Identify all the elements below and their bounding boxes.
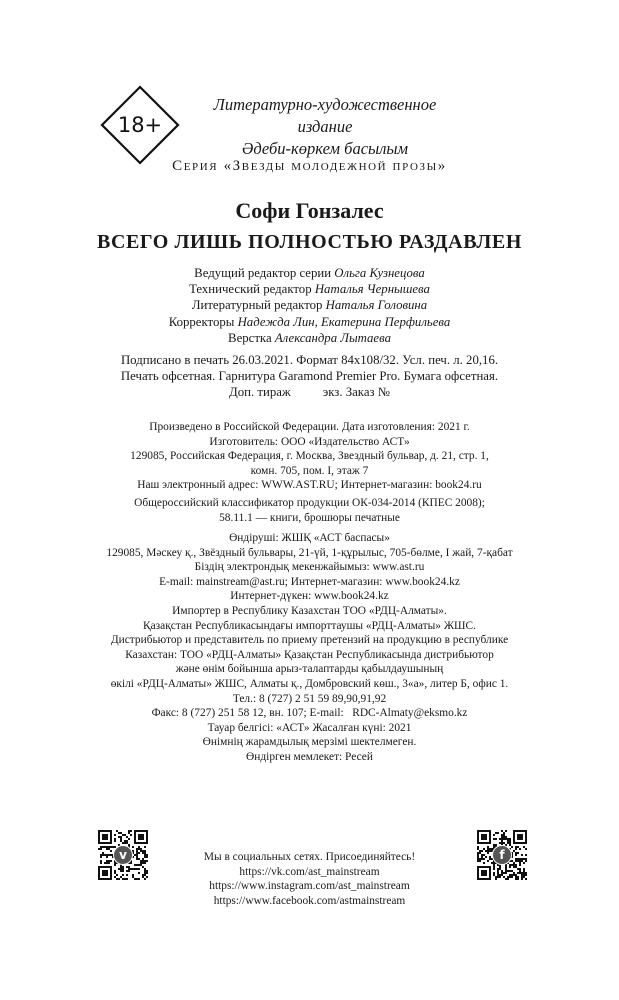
kz-line: Өнімнің жарамдылық мерзімі шектелмеген.	[202, 736, 417, 749]
book-author: Софи Гонзалес	[235, 198, 384, 223]
editorial-credits	[0, 265, 619, 346]
print-info	[0, 352, 619, 401]
kz-line: 129085, Мәскеу қ., Звёздный бульвары, 21-үй, 1-құрылыс, 705-бөлме, I жай, 7-қабат	[106, 546, 513, 559]
production-line: Произведено в Российской Федерации. Дата изготовления: 2021 г.	[149, 421, 470, 433]
print-info-line: Подписано в печать 26.03.2021. Формат 84x108/32. Усл. печ. л. 20,16.	[120, 353, 499, 367]
kz-line: Казахстан: ТОО «РДЦ-Алматы» Қазақстан Республикасында дистрибьютор	[125, 648, 494, 661]
classifier-line: 58.11.1 — книги, брошюры печатные	[219, 511, 400, 524]
kz-line: Тел.: 8 (727) 2 51 59 89,90,91,92	[232, 692, 387, 705]
production-line: Наш электронный адрес: WWW.AST.RU; Интернет-магазин: book24.ru	[137, 479, 482, 492]
kz-line: Өндіруші: ЖШҚ «АСТ баспасы»	[229, 532, 390, 544]
credit-line: Литературный редактор Наталья Головина	[191, 298, 428, 313]
kz-line: Дистрибьютор и представитель по приему претензий на продукцию в республике	[110, 634, 509, 647]
book-title: ВСЕГО ЛИШЬ ПОЛНОСТЬЮ РАЗДАВЛЕН	[97, 231, 522, 253]
production-line: 129085, Российская Федерация, г. Москва, Звездный бульвар, д. 21, стр. 1,	[130, 450, 489, 463]
kz-line: Импортер в Республику Казахстан ТОО «РДЦ-Алматы».	[172, 604, 447, 617]
edition-line-ru: Литературно-художественное издание	[213, 95, 437, 136]
kz-line: Факс: 8 (727) 251 58 12, вн. 107; E-mail: RDC-Almaty@eksmo.kz	[151, 707, 468, 720]
vk-logo-icon: v	[113, 845, 133, 865]
social-heading: Мы в социальных сетях. Присоединяйтесь!	[203, 851, 416, 863]
edition-type	[195, 94, 455, 160]
credit-line: Ведущий редактор серии Ольга Кузнецова	[194, 266, 425, 280]
age-rating: 18+	[117, 113, 163, 137]
classifier-info	[0, 496, 619, 525]
facebook-logo-icon: f	[492, 845, 512, 865]
production-info	[0, 420, 619, 493]
kz-line: Біздің электрондық мекенжайымыз: www.ast.ru	[194, 561, 425, 574]
credit-line: Технический редактор Наталья Чернышева	[189, 282, 430, 297]
social-links	[0, 850, 619, 908]
social-link-facebook[interactable]: https://www.facebook.com/astmainstream	[213, 894, 406, 907]
classifier-line: Общероссийский классификатор продукции ОК-034-2014 (КПЕС 2008);	[134, 497, 485, 509]
print-info-line: Доп. тираж экз. Заказ №	[229, 385, 390, 400]
kz-line: Интернет-дүкен: www.book24.kz	[230, 590, 389, 603]
kz-line: Қазақстан Республикасындағы импорттаушы «РДЦ-Алматы» ЖШС.	[143, 619, 476, 632]
edition-line-kz: Әдеби-көркем басылым	[241, 139, 409, 158]
credit-line: Верстка Александра Лытаева	[228, 330, 391, 345]
kz-line: өкілі «РДЦ-Алматы» ЖШС, Алматы қ., Домбровский көш., 3«а», литер Б, офис 1.	[110, 677, 509, 690]
print-info-line: Печать офсетная. Гарнитура Garamond Premier Pro. Бумага офсетная.	[120, 369, 499, 384]
kz-line: E-mail: mainstream@ast.ru; Интернет-магазин: www.book24.kz	[159, 575, 460, 588]
production-line: Изготовитель: ООО «Издательство АСТ»	[209, 435, 410, 448]
kazakhstan-info	[0, 531, 619, 765]
social-link-vk[interactable]: https://vk.com/ast_mainstream	[239, 865, 380, 878]
series-title: Серия «Звезды молодежной прозы»	[172, 158, 447, 174]
kz-line: Өндірген мемлекет: Ресей	[246, 750, 373, 763]
kz-line: және өнім бойынша арыз-талаптарды қабылдаушының	[175, 663, 444, 676]
kz-line: Тауар белгісі: «АСТ» Жасалған күні: 2021	[207, 721, 412, 734]
credit-line: Корректоры Надежда Лин, Екатерина Перфильева	[168, 314, 451, 329]
social-link-instagram[interactable]: https://www.instagram.com/ast_mainstream	[209, 880, 410, 893]
production-line: комн. 705, пом. I, этаж 7	[250, 464, 369, 477]
